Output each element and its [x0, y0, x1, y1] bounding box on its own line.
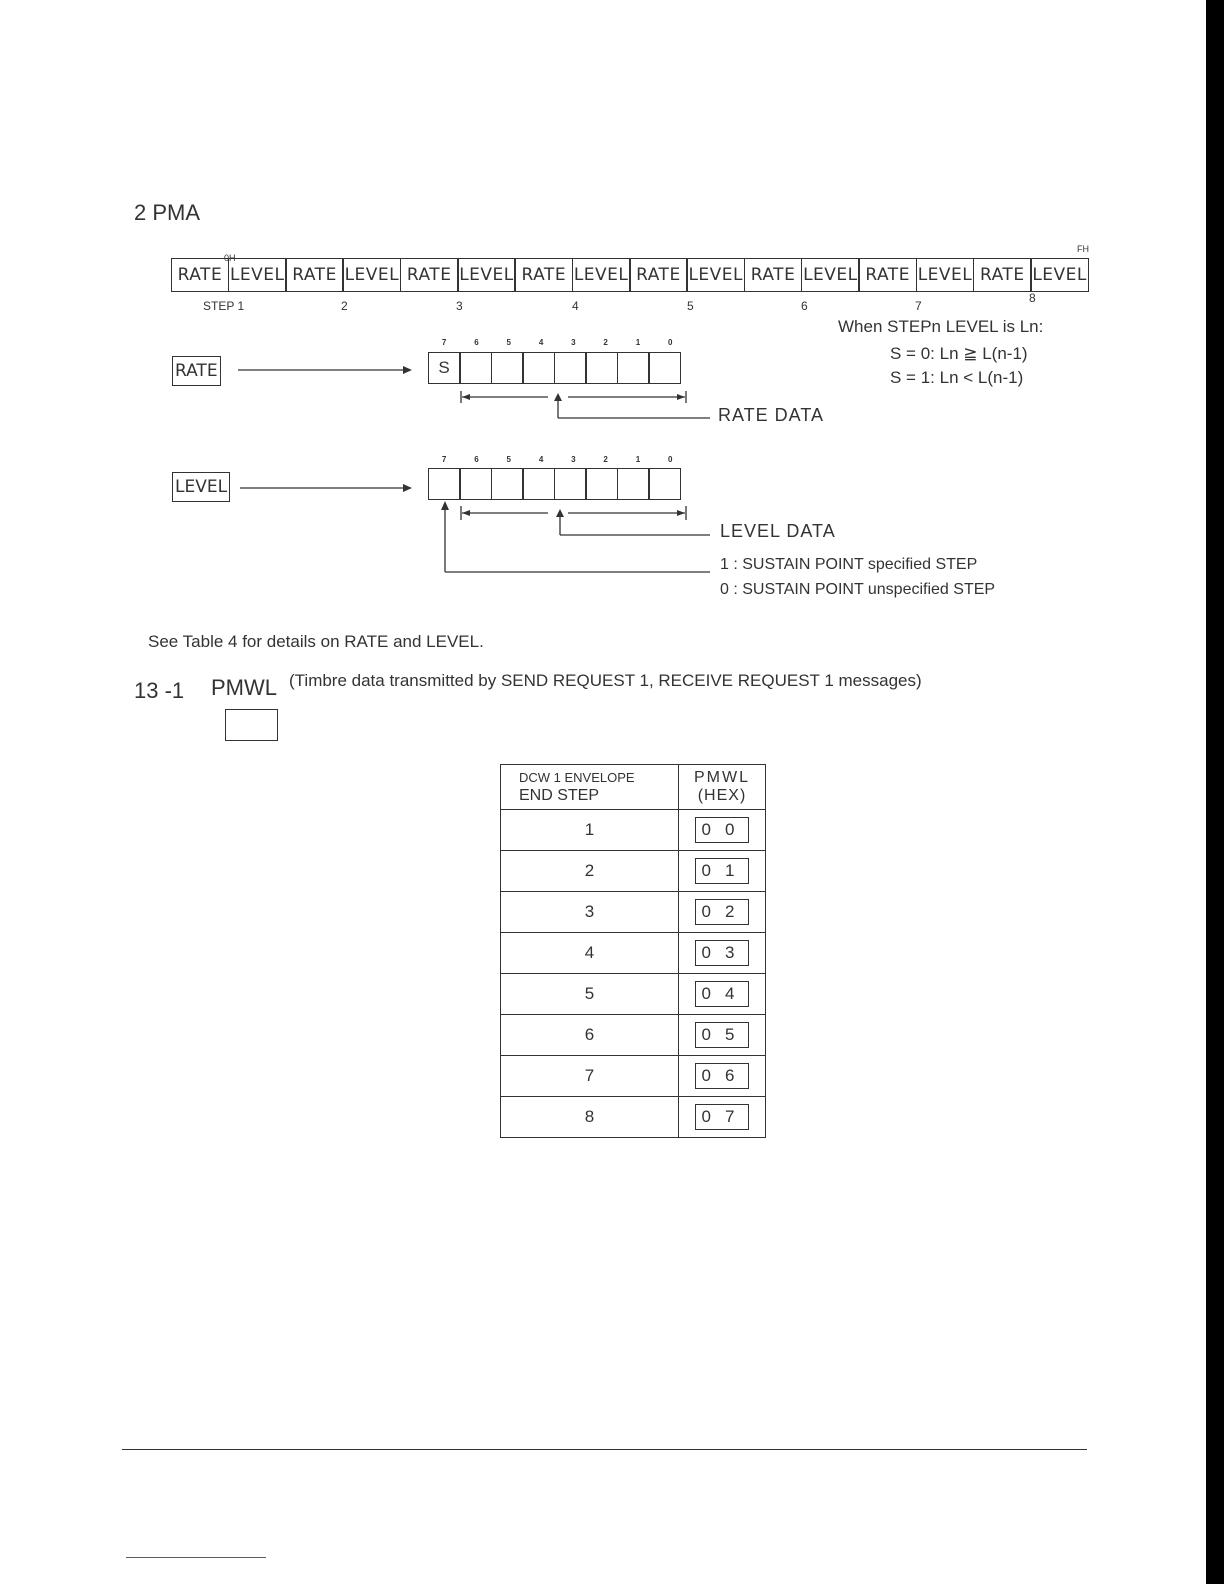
- sustain-unspecified-note: 0 : SUSTAIN POINT unspecified STEP: [720, 581, 996, 598]
- bit-number: 0: [668, 338, 673, 347]
- hex-value: 01: [695, 858, 750, 884]
- hex-value: 04: [695, 981, 750, 1007]
- pmwl-table: [500, 764, 766, 1138]
- table-row: [501, 892, 766, 933]
- bit-number: 6: [474, 455, 479, 464]
- step-label: 6: [801, 299, 808, 313]
- s-bit: S: [428, 352, 461, 384]
- header-line: DCW 1 ENVELOPE: [519, 770, 635, 785]
- step-label: 4: [572, 299, 579, 313]
- bit-number: 5: [506, 338, 511, 347]
- pmwl-empty-box: [225, 709, 278, 741]
- condition-s1: S = 1: Ln < L(n-1): [890, 368, 1024, 387]
- hex-cell: [679, 1097, 766, 1138]
- hex-value: 03: [695, 940, 750, 966]
- bit-number: 6: [474, 338, 479, 347]
- end-step-cell: 5: [501, 974, 679, 1015]
- bit-number: 2: [603, 338, 608, 347]
- rate-data-label: RATE DATA: [718, 405, 825, 425]
- bit-number: 3: [571, 455, 576, 464]
- table-row: [501, 1097, 766, 1138]
- column-header-end-step: [501, 765, 679, 810]
- step-label: STEP 1: [203, 299, 245, 313]
- strip-cell: LEVEL: [228, 258, 287, 292]
- strip-cell: LEVEL: [916, 258, 975, 292]
- condition-title: When STEPn LEVEL is Ln:: [838, 317, 1044, 336]
- footer-rule: [122, 1449, 1087, 1450]
- hex-cell: [679, 1015, 766, 1056]
- strip-cell: LEVEL: [686, 258, 745, 292]
- strip-cell: RATE: [629, 258, 688, 292]
- bit-number: 3: [571, 338, 576, 347]
- bit-number: 7: [441, 338, 447, 347]
- address-start: 0H: [224, 253, 236, 263]
- address-end: FH: [1077, 244, 1089, 254]
- hex-cell: [679, 974, 766, 1015]
- table-row: [501, 810, 766, 851]
- bit-number: 7: [441, 455, 447, 464]
- strip-cell: RATE: [973, 258, 1032, 292]
- strip-cell: LEVEL: [342, 258, 401, 292]
- pmwl-description: (Timbre data transmitted by SEND REQUEST 1, RECEIVE REQUEST 1 messages): [289, 671, 922, 690]
- level-label-box: LEVEL: [172, 472, 230, 502]
- strip-cell: RATE: [858, 258, 917, 292]
- strip-cell: RATE: [744, 258, 803, 292]
- strip-cell: LEVEL: [457, 258, 516, 292]
- end-step-cell: 7: [501, 1056, 679, 1097]
- table-row: [501, 974, 766, 1015]
- see-table-note: See Table 4 for details on RATE and LEVEL.: [148, 632, 484, 651]
- end-step-cell: 8: [501, 1097, 679, 1138]
- rate-label-box: RATE: [172, 356, 221, 386]
- bit-number: 2: [603, 455, 608, 464]
- hex-cell: [679, 933, 766, 974]
- header-line: PMWL: [694, 769, 750, 786]
- strip-cell: RATE: [400, 258, 459, 292]
- table-row: [501, 1015, 766, 1056]
- condition-s0: S = 0: Ln ≧ L(n-1): [890, 344, 1028, 363]
- header-line: (HEX): [697, 787, 747, 804]
- strip-cell: LEVEL: [801, 258, 860, 292]
- end-step-cell: 2: [501, 851, 679, 892]
- end-step-cell: 6: [501, 1015, 679, 1056]
- strip-cell: RATE: [514, 258, 573, 292]
- pma-section-title: 2 PMA: [134, 200, 201, 225]
- step-label: 2: [341, 299, 348, 313]
- level-data-label: LEVEL DATA: [720, 521, 836, 541]
- header-line: END STEP: [519, 787, 600, 804]
- pmwl-section-number: 13 -1: [134, 678, 185, 703]
- sustain-specified-note: 1 : SUSTAIN POINT specified STEP: [720, 556, 978, 573]
- pmwl-section-title: PMWL: [211, 675, 277, 700]
- step-label: 8: [1029, 291, 1036, 305]
- bit-number: 1: [635, 455, 641, 464]
- footnote-rule: [126, 1557, 266, 1558]
- hex-cell: [679, 851, 766, 892]
- strip-cell: RATE: [171, 258, 230, 292]
- table-row: [501, 851, 766, 892]
- end-step-cell: 4: [501, 933, 679, 974]
- step-label: 5: [687, 299, 694, 313]
- hex-value: 07: [695, 1104, 750, 1130]
- strip-cell: LEVEL: [572, 258, 631, 292]
- bit-number: 4: [538, 338, 544, 347]
- hex-cell: [679, 892, 766, 933]
- table-row: [501, 933, 766, 974]
- end-step-cell: 1: [501, 810, 679, 851]
- hex-cell: [679, 810, 766, 851]
- hex-value: 06: [695, 1063, 750, 1089]
- step-label: 7: [915, 299, 922, 313]
- step-label: 3: [456, 299, 463, 313]
- bit-number: 4: [538, 455, 544, 464]
- end-step-cell: 3: [501, 892, 679, 933]
- hex-value: 00: [695, 817, 750, 843]
- page-edge-bar: [1206, 0, 1224, 1584]
- table-header-row: [501, 765, 766, 810]
- strip-cell: RATE: [285, 258, 344, 292]
- column-header-pmwl: [679, 765, 766, 810]
- table-row: [501, 1056, 766, 1097]
- bit-number: 5: [506, 455, 511, 464]
- bit-number: 0: [668, 455, 673, 464]
- hex-value: 02: [695, 899, 750, 925]
- bit-number: 1: [635, 338, 641, 347]
- hex-value: 05: [695, 1022, 750, 1048]
- hex-cell: [679, 1056, 766, 1097]
- strip-cell: LEVEL: [1030, 258, 1089, 292]
